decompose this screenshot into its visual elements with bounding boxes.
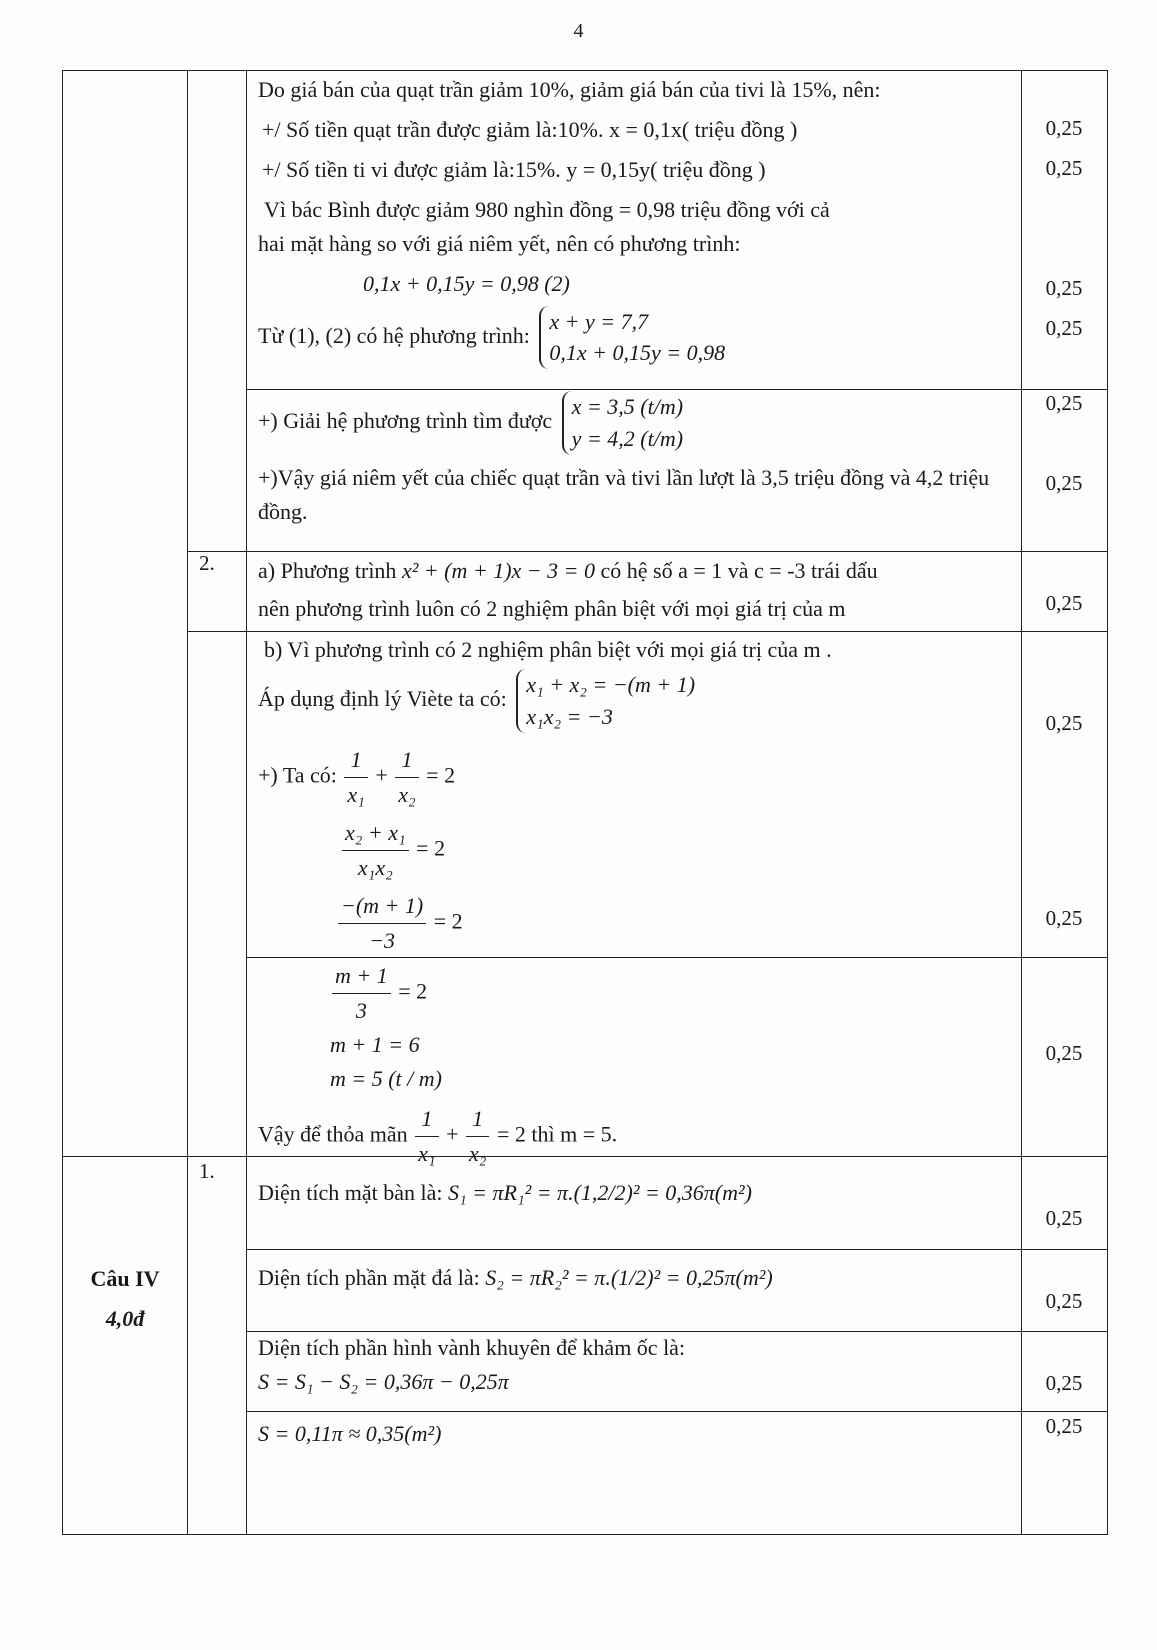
discount-line-tv: +/ Số tiền ti vi được giảm là:15%. y = 0,15y( triệu đồng ) (262, 157, 766, 183)
page-number: 4 (573, 20, 584, 42)
numerator: 1 (415, 1102, 438, 1137)
equals-two: = 2 (398, 978, 428, 1004)
equation-2: 0,1x + 0,15y = 0,98 (2) (363, 271, 570, 297)
equals-two: = 2 (426, 762, 456, 788)
denominator: 3 (355, 998, 367, 1024)
conclusion-text: thì m = 5. (531, 1122, 618, 1148)
solution-x: x = 3,5 (t/m) (571, 394, 684, 419)
column-divider (246, 71, 247, 1534)
fraction (466, 1102, 489, 1171)
answer-table (62, 70, 1108, 1535)
part-a-text: có hệ số a = 1 và c = -3 trái dấu (600, 558, 878, 583)
solve-intro: +) Giải hệ phương trình tìm được (258, 407, 553, 433)
numerator: 1 (466, 1102, 489, 1137)
fraction (344, 743, 367, 812)
denominator: −3 (369, 928, 396, 954)
row-divider (246, 1411, 1107, 1412)
part-b-intro: b) Vì phương trình có 2 nghiệm phân biệt với mọi giá trị của m . (264, 637, 832, 662)
taco-text: +) Ta có: (258, 762, 337, 788)
numerator: m + 1 (332, 959, 391, 994)
step-line: m + 1 = 6 (330, 1032, 420, 1058)
score: 0,25 (1045, 116, 1083, 140)
question-points: 4,0đ (105, 1306, 145, 1331)
solve-line (258, 391, 1013, 455)
area-equation: S₂ = πR₂² = π.(1/2)² = 0,25π(m²) (485, 1265, 773, 1290)
plus-sign: + (446, 1122, 459, 1148)
block-result (258, 959, 1013, 1172)
viete-line (258, 669, 1013, 733)
fraction (342, 816, 409, 885)
taco-line (258, 743, 1013, 812)
score: 0,25 (1045, 1414, 1083, 1438)
block-solution (258, 391, 1013, 529)
area-label: Diện tích mặt bàn là: (258, 1180, 443, 1205)
system-of-equations (539, 306, 725, 370)
score: 0,25 (1045, 1206, 1083, 1230)
system-intro: Từ (1), (2) có hệ phương trình: (258, 322, 530, 348)
system-eq-1: x + y = 7,7 (549, 308, 649, 334)
denominator: x₂ (469, 1141, 487, 1167)
row-divider (187, 631, 1107, 632)
score: 0,25 (1045, 316, 1083, 340)
system-line (258, 306, 1013, 370)
reason-line: Vì bác Bình được giảm 980 nghìn đồng = 0,98 triệu đồng với cả (264, 197, 830, 223)
numerator: −(m + 1) (338, 889, 426, 924)
score: 0,25 (1045, 391, 1083, 415)
fraction (415, 1102, 438, 1171)
question-label: Câu IV (90, 1266, 160, 1291)
subquestion-number: 2. (199, 551, 215, 575)
solution-y: y = 4,2 (t/m) (571, 425, 684, 451)
area-equation: S = 0,11π ≈ 0,35(m²) (258, 1421, 442, 1446)
area-equation: S = S₁ − S₂ = 0,36π − 0,25π (258, 1369, 509, 1395)
step-line (258, 959, 1013, 1028)
conclusion-text: +)Vậy giá niêm yết của chiếc quạt trần và tivi lần lượt là 3,5 triệu đồng và 4,2 triệu đồng. (258, 464, 990, 524)
numerator: x₂ + x₁ (342, 816, 409, 851)
area-label: Diện tích phần hình vành khuyên để khảm ốc là: (258, 1335, 686, 1360)
equals-two: = 2 (416, 835, 446, 861)
conclusion-text: Vậy để thỏa mãn (258, 1122, 408, 1148)
numerator: 1 (395, 743, 418, 778)
step-line: m = 5 (t / m) (330, 1066, 442, 1092)
quadratic-equation: x² + (m + 1)x − 3 = 0 (401, 558, 595, 583)
area-equation: S₁ = πR₁² = π.(1,2/2)² = 0,36π(m²) (448, 1180, 752, 1205)
viete-system (516, 669, 695, 733)
block-word-problem (258, 73, 1013, 369)
subquestion-number: 1. (199, 1159, 215, 1183)
equals-two: = 2 (496, 1122, 526, 1148)
viete-intro: Áp dụng định lý Viète ta có: (258, 686, 507, 712)
score: 0,25 (1045, 1289, 1083, 1313)
row-divider (246, 389, 1107, 390)
denominator: x₁x₂ (357, 855, 393, 881)
ring-area-row (258, 1331, 1013, 1399)
block-part-a (258, 554, 1013, 626)
step-line (258, 889, 1013, 958)
fraction (332, 959, 391, 1028)
score: 0,25 (1045, 1041, 1083, 1065)
intro-text: Do giá bán của quạt trần giảm 10%, giảm giá bán của tivi là 15%, nên: (258, 77, 881, 102)
fraction (395, 743, 418, 812)
discount-line-fan: +/ Số tiền quạt trần được giảm là:10%. x = 0,1x( triệu đồng ) (262, 117, 798, 143)
denominator: x₁ (418, 1141, 436, 1167)
score: 0,25 (1045, 276, 1083, 300)
reason-line: hai mặt hàng so với giá niêm yết, nên có phương trình: (258, 231, 741, 257)
numerator: 1 (344, 743, 367, 778)
area-table-row (258, 1176, 1013, 1210)
final-area-row (258, 1417, 1013, 1451)
score: 0,25 (1045, 711, 1083, 735)
denominator: x₂ (398, 781, 416, 807)
part-a-line (258, 554, 1013, 588)
step-line (258, 816, 1013, 885)
final-conclusion (258, 1102, 1013, 1171)
score: 0,25 (1045, 156, 1083, 180)
plus-sign: + (375, 762, 388, 788)
score: 0,25 (1045, 906, 1083, 930)
stone-area-row (258, 1261, 1013, 1295)
score: 0,25 (1045, 591, 1083, 615)
score: 0,25 (1045, 471, 1083, 495)
equals-two: = 2 (433, 908, 463, 934)
row-divider (187, 551, 1107, 552)
system-eq-2: 0,1x + 0,15y = 0,98 (549, 340, 726, 366)
area-label: Diện tích phần mặt đá là: (258, 1265, 480, 1290)
solution-system (562, 391, 683, 455)
row-divider (246, 1249, 1107, 1250)
score: 0,25 (1045, 1371, 1083, 1395)
block-part-b (258, 633, 1013, 958)
viete-product: x₁x₂ = −3 (526, 703, 613, 729)
part-a-line: nên phương trình luôn có 2 nghiệm phân biệt với mọi giá trị của m (258, 596, 846, 622)
denominator: x₁ (347, 781, 365, 807)
column-divider (187, 71, 188, 1534)
viete-sum: x₁ + x₂ = −(m + 1) (526, 672, 696, 698)
fraction (338, 889, 426, 958)
part-a-text: a) Phương trình (258, 558, 397, 583)
